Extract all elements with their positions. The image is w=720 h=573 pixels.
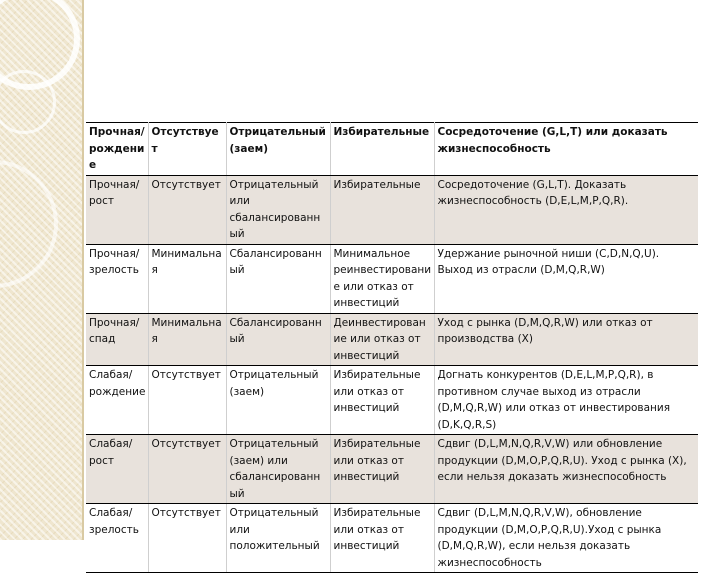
decorative-ring <box>0 160 58 288</box>
table-cell: Отрицательный или сбалансированный <box>226 175 330 244</box>
table-cell: Сосредоточение (G,L,T). Доказать жизнеспособность (D,E,L,M,P,Q,R). <box>434 175 698 244</box>
table-cell: Избирательные <box>330 123 434 176</box>
table-cell: Сбалансированный <box>226 244 330 313</box>
table-cell: Отсутствует <box>148 366 226 435</box>
table-cell: Слабая/ зрелость <box>86 504 148 573</box>
table-cell: Прочная/ рост <box>86 175 148 244</box>
decorative-side-panel <box>0 0 82 540</box>
table-cell: Отсутствует <box>148 175 226 244</box>
table-cell: Отрицательный (заем) <box>226 366 330 435</box>
table-cell: Избирательные или отказ от инвестиций <box>330 366 434 435</box>
table-header-row <box>86 123 698 176</box>
table-cell: Уход с рынка (D,M,Q,R,W) или отказ от производства (X) <box>434 313 698 366</box>
table-row <box>86 435 698 504</box>
table-cell: Избирательные или отказ от инвестиций <box>330 435 434 504</box>
table-cell: Прочная/ рождение <box>86 123 148 176</box>
table-cell: Отсутствует <box>148 435 226 504</box>
table-row <box>86 366 698 435</box>
table-cell: Отсутствует <box>148 123 226 176</box>
table-cell: Прочная/ зрелость <box>86 244 148 313</box>
table-cell: Прочная/ спад <box>86 313 148 366</box>
table-cell: Сдвиг (D,L,M,N,Q,R,V,W), обновление продукции (D,M,O,P,Q,R,U).Уход с рынка (D,M,Q,R,W), если нельзя доказать жизнеспособность <box>434 504 698 573</box>
table-cell: Сбалансированный <box>226 313 330 366</box>
strategy-table <box>86 122 698 573</box>
decorative-ring <box>0 70 56 134</box>
table-cell: Сдвиг (D,L,M,N,Q,R,V,W) или обновление продукции (D,M,O,P,Q,R,U). Уход с рынка (X), если нельзя доказать жизнеспособность <box>434 435 698 504</box>
table-cell: Избирательные <box>330 175 434 244</box>
table-cell: Минимальная <box>148 244 226 313</box>
table-row <box>86 244 698 313</box>
table-cell: Отрицательный или положительный <box>226 504 330 573</box>
table-cell: Отрицательный (заем) или сбалансированный <box>226 435 330 504</box>
table-cell: Слабая/ рождение <box>86 366 148 435</box>
table-cell: Минимальное реинвестирование или отказ от инвестиций <box>330 244 434 313</box>
table-row <box>86 313 698 366</box>
table-row <box>86 504 698 573</box>
table-cell: Отсутствует <box>148 504 226 573</box>
side-divider <box>82 0 84 540</box>
table-cell: Минимальная <box>148 313 226 366</box>
table-row <box>86 175 698 244</box>
table-cell: Слабая/ рост <box>86 435 148 504</box>
table-cell: Отрицательный (заем) <box>226 123 330 176</box>
table-cell: Избирательные или отказ от инвестиций <box>330 504 434 573</box>
table-cell: Догнать конкурентов (D,E,L,M,P,Q,R), в противном случае выход из отрасли (D,M,Q,R,W) или отказ от инвестирования (D,K,Q,R,S) <box>434 366 698 435</box>
table-cell: Сосредоточение (G,L,T) или доказать жизнеспособность <box>434 123 698 176</box>
table-cell: Деинвестирование или отказ от инвестиций <box>330 313 434 366</box>
table-cell: Удержание рыночной ниши (C,D,N,Q,U). Выход из отрасли (D,M,Q,R,W) <box>434 244 698 313</box>
